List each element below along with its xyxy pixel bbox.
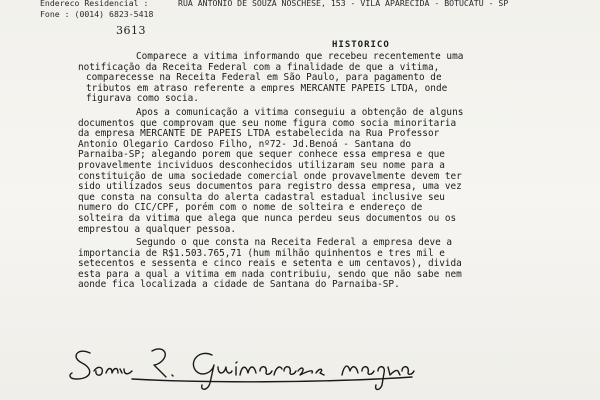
- text-line: Antonio Olegario Cardoso Filho, nº72- Jd.Benoá - Santana do: [78, 138, 412, 150]
- section-title: HISTORICO: [332, 40, 390, 50]
- text-line: numero do CIC/CPF, porém com o nome de solteira e endereço de: [78, 202, 423, 214]
- text-line: solteira da vitima que alega que nunca perdeu seus documentos ou os: [78, 212, 457, 224]
- historico-body: [78, 52, 594, 291]
- text-line: Comparece a vitima informando que recebeu recentemente uma: [136, 51, 464, 62]
- paragraph-1: [78, 52, 594, 105]
- text-line: provavelmente incividuos desconhecidos utilizaram seu nome para a: [78, 159, 445, 171]
- text-line: Parnaiba-SP; alegando porem que sequer conhece essa empresa e que: [78, 149, 445, 161]
- paragraph-2: [78, 108, 594, 235]
- text-line: Segundo o que consta na Receita Federal a empresa deve a: [136, 237, 453, 249]
- address-value: RUA ANTONIO DE SOUZA NOSCHESE, 153 - VILA APARECIDA - BOTUCATU - SP: [178, 0, 509, 8]
- address-label: Endereco Residencial :: [40, 0, 149, 8]
- text-line: figurava como socia.: [86, 93, 199, 105]
- phone-line: [40, 9, 600, 20]
- text-line: que consta na consulta do alerta cadastral estadual inclusive seu: [78, 191, 445, 203]
- text-line: constituição de uma sociedade comercial onde provavelmente devem ter: [78, 170, 462, 182]
- text-line: Apos a comunicação a vitima conseguiu a obtenção de alguns: [136, 106, 464, 118]
- paragraph-3: [78, 238, 594, 291]
- text-line: setecentos e sessenta e cinco reais e setenta e um centavos), divida: [78, 258, 462, 270]
- address-line: [40, 0, 600, 9]
- text-line: aonde fica localizada a cidade de Santana do Parnaiba-SP.: [78, 279, 400, 291]
- text-line: esta para a qual a vitima em nada contribuiu, sendo que não sabe nem: [78, 268, 462, 280]
- text-line: tributos em atraso referente a empres MERCANTE PAPEIS LTDA, onde: [86, 82, 448, 94]
- text-line: notificação da Receita Federal com a finalidade de que a vitima,: [78, 61, 440, 73]
- text-line: sido utilizados seus documentos para registro dessa empresa, uma vez: [78, 181, 462, 193]
- text-line: da empresa MERCANTE DE PAPEIS LTDA estabelecida na Rua Professor: [78, 128, 440, 140]
- document-header: [40, 0, 600, 20]
- handwritten-number: 3613: [116, 24, 146, 37]
- text-line: importancia de R$1.503.765,71 (hum milhão quinhentos e tres mil e: [78, 247, 445, 259]
- handwritten-signature: [62, 335, 422, 395]
- text-line: emprestou a qualquer pessoa.: [78, 223, 237, 235]
- phone-value: (0014) 6823-5418: [74, 9, 154, 19]
- phone-label: Fone :: [40, 9, 70, 19]
- text-line: documentos que comprovam que seu nome figura como socia minoritaria: [78, 117, 457, 129]
- signature-drawing: [62, 335, 422, 395]
- text-line: comparecesse na Receita Federal em São Paulo, para pagamento de: [86, 72, 442, 84]
